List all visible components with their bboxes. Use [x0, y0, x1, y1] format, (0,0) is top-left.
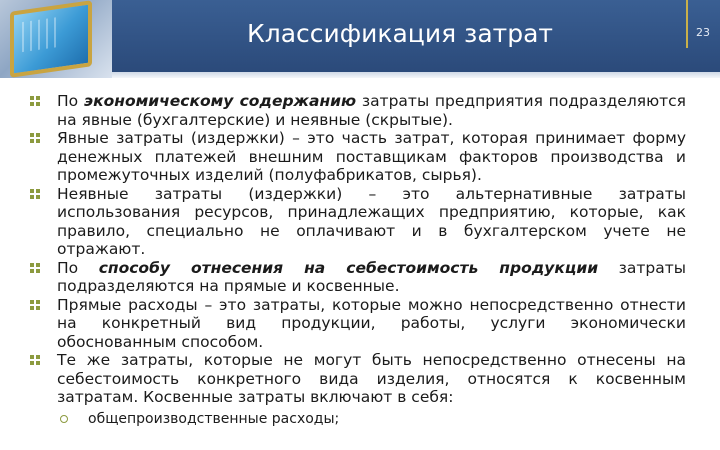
bullet-item — [30, 259, 686, 296]
square-bullet-icon — [30, 263, 40, 273]
slide-title: Классификация затрат — [246, 19, 553, 48]
sub-item-text: общепроизводственные расходы; — [88, 410, 340, 427]
bullet-item — [30, 185, 686, 259]
bullet-item — [30, 129, 686, 185]
accent-line — [686, 0, 688, 48]
square-bullet-icon — [30, 96, 40, 106]
bullet-text: По — [57, 258, 99, 277]
bullet-text: затраты подразделяются на прямые и косвенные. — [57, 258, 686, 295]
bullet-emphasis: способу отнесения на себестоимость продукции — [98, 258, 599, 277]
sub-list-item — [30, 411, 686, 428]
slide-body — [30, 92, 686, 428]
bullet-text: Явные затраты (издержки) – это часть затрат, которая принимает форму денежных платежей внешним поставщикам факторов производства и промежуточных изделий (полуфабрикатов, сырья). — [57, 129, 686, 184]
square-bullet-icon — [30, 300, 40, 310]
bullet-item — [30, 351, 686, 407]
square-bullet-icon — [30, 355, 40, 365]
bullet-text: Прямые расходы – это затраты, которые можно непосредственно отнести на конкретный вид продукции, работы, услуги экономически обоснованным способом. — [57, 295, 686, 351]
computer-monitor-illustration — [0, 0, 112, 78]
slide-number: 23 — [696, 26, 710, 39]
bullet-text: Неявные затраты (издержки) – это альтернативные затраты использования ресурсов, принадлежащих предприятию, которые, как правило, специально не оплачивают и в бухгалтерском учете не отражают. — [57, 184, 686, 258]
square-bullet-icon — [30, 189, 40, 199]
bullet-item — [30, 92, 686, 129]
square-bullet-icon — [30, 133, 40, 143]
circle-bullet-icon — [60, 415, 68, 423]
bullet-emphasis: экономическому содержанию — [83, 92, 357, 110]
bullet-text: Те же затраты, которые не могут быть непосредственно отнесены на себестоимость конкретного вида изделия, относятся к косвенным затратам. Косвенные затраты включают в себя: — [57, 351, 686, 406]
bullet-text: По — [57, 92, 84, 110]
monitor-icon — [10, 0, 92, 78]
bullet-text: затраты предприятия подразделяются на явные (бухгалтерские) и неявные (скрытые). — [57, 92, 686, 129]
bullet-item — [30, 296, 686, 352]
